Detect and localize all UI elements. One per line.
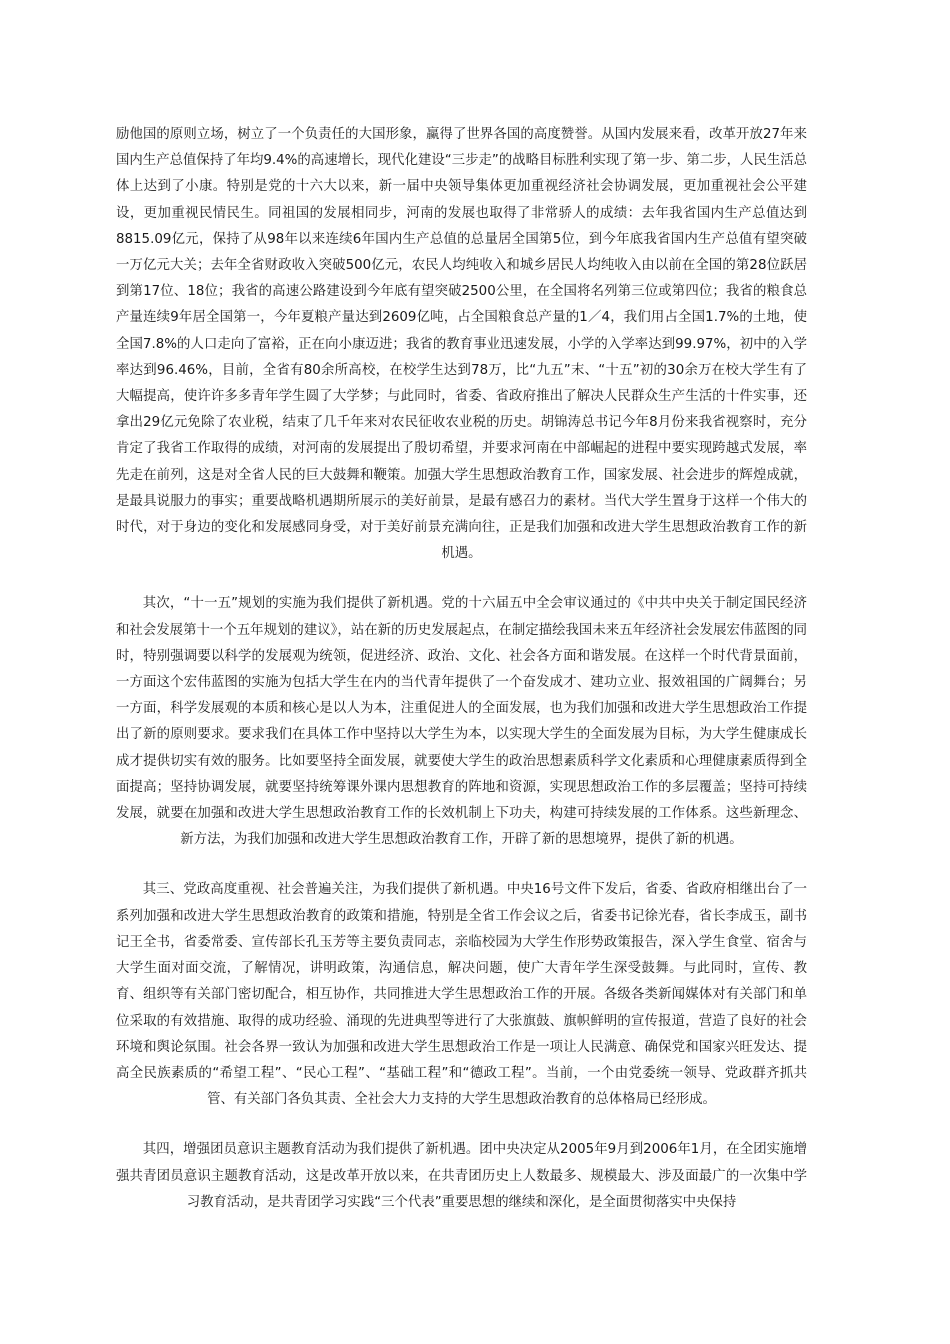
paragraph-five-year-plan: 其次，“十一五”规划的实施为我们提供了新机遇。党的十六届五中全会审议通过的《中共中央关于制定国民经济和社会发展第十一个五年规划的建议》，站在新的历史发展起点，在制定描绘我国未来五年经济社会发展宏伟蓝图的同时，特别强调要以科学的发展观为统领，促进经济、政治、文化、社会各方面和谐发展。在这样一个时代背景面前，一方面这个宏伟蓝图的实施为包括大学生在内的当代青年提供了一个奋发成才、建功立业、报效祖国的广阔舞台；另一方面，科学发展观的本质和核心是以人为本，注重促进人的全面发展，也为我们加强和改进大学生思想政治工作提出了新的原则要求。要求我们在具体工作中坚持以大学生为本，以实现大学生的全面发展为目标，为大学生健康成长成才提供切实有效的服务。比如要坚持全面发展，就要使大学生的政治思想素质科学文化素质和心理健康素质得到全面提高；坚持协调发展，就要坚持统筹课外课内思想教育的阵地和资源，实现思想政治工作的多层覆盖；坚持可持续发展，就要在加强和改进大学生思想政治教育工作的长效机制上下功夫，构建可持续发展的工作体系。这些新理念、新方法，为我们加强和改进大学生思想政治教育工作，开辟了新的思想境界，提供了新的机遇。 — [116, 596, 807, 848]
document-body — [116, 122, 807, 1216]
paragraph-party-attention: 其三、党政高度重视、社会普遍关注，为我们提供了新机遇。中央16号文件下发后，省委、省政府相继出台了一系列加强和改进大学生思想政治教育的政策和措施，特别是全省工作会议之后，省委书记徐光春，省长李成玉，副书记王全书，省委常委、宣传部长孔玉芳等主要负责同志，亲临校园为大学生作形势政策报告，深入学生食堂、宿舍与大学生面对面交流，了解情况，讲明政策，沟通信息，解决问题，使广大青年学生深受鼓舞。与此同时，宣传、教育、组织等有关部门密切配合，相互协作，共同推进大学生思想政治工作的开展。各级各类新闻媒体对有关部门和单位采取的有效措施、取得的成功经验、涌现的先进典型等进行了大张旗鼓、旗帜鲜明的宣传报道，营造了良好的社会环境和舆论氛围。社会各界一致认为加强和改进大学生思想政治工作是一项让人民满意、确保党和国家兴旺发达、提高全民族素质的“希望工程”、“民心工程”、“基础工程”和“德政工程”。当前，一个由党委统一领导、党政群齐抓共管、有关部门各负其责、全社会大力支持的大学生思想政治教育的总体格局已经形成。 — [116, 882, 807, 1108]
paragraph-league-education: 其四，增强团员意识主题教育活动为我们提供了新机遇。团中央决定从2005年9月到2006年1月，在全团实施增强共青团员意识主题教育活动，这是改革开放以来，在共青团历史上人数最多、规模最大、涉及面最广的一次集中学习教育活动，是共青团学习实践“三个代表”重要思想的继续和深化，是全面贯彻落实中央保持 — [116, 1142, 807, 1210]
paragraph-development-achievements: 励他国的原则立场，树立了一个负责任的大国形象，赢得了世界各国的高度赞誉。从国内发展来看，改革开放27年来国内生产总值保持了年均9.4%的高速增长，现代化建设“三步走”的战略目标胜利实现了第一步、第二步，人民生活总体上达到了小康。特别是党的十六大以来，新一届中央领导集体更加重视经济社会协调发展，更加重视社会公平建设，更加重视民情民生。同祖国的发展相同步，河南的发展也取得了非常骄人的成绩：去年我省国内生产总值达到8815.09亿元，保持了从98年以来连续6年国内生产总值的总量居全国第5位，到今年底我省国内生产总值有望突破一万亿元大关；去年全省财政收入突破500亿元，农民人均纯收入和城乡居民人均纯收入由以前在全国的第28位跃居到第17位、18位；我省的高速公路建设到今年底有望突破2500公里，在全国将名列第三位或第四位；我省的粮食总产量连续9年居全国第一，今年夏粮产量达到2609亿吨，占全国粮食总产量的1／4，我们用占全国1.7%的土地，使全国7.8%的人口走向了富裕，正在向小康迈进；我省的教育事业迅速发展，小学的入学率达到99.97%，初中的入学率达到96.46%，目前，全省有80余所高校，在校学生达到78万，比“九五”末、“十五”初的30余万在校大学生有了大幅提高，使许许多多青年学生圆了大学梦；与此同时，省委、省政府推出了解决人民群众生产生活的十件实事，还拿出29亿元免除了农业税，结束了几千年来对农民征收农业税的历史。胡锦涛总书记今年8月份来我省视察时，充分肯定了我省工作取得的成绩，对河南的发展提出了殷切希望，并要求河南在中部崛起的进程中要实现跨越式发展，率先走在前列，这是对全省人民的巨大鼓舞和鞭策。加强大学生思想政治教育工作，国家发展、社会进步的辉煌成就，是最具说服力的事实；重要战略机遇期所展示的美好前景，是最有感召力的素材。当代大学生置身于这样一个伟大的时代，对于身边的变化和发展感同身受，对于美好前景充满向往，正是我们加强和改进大学生思想政治教育工作的新机遇。 — [116, 127, 807, 562]
